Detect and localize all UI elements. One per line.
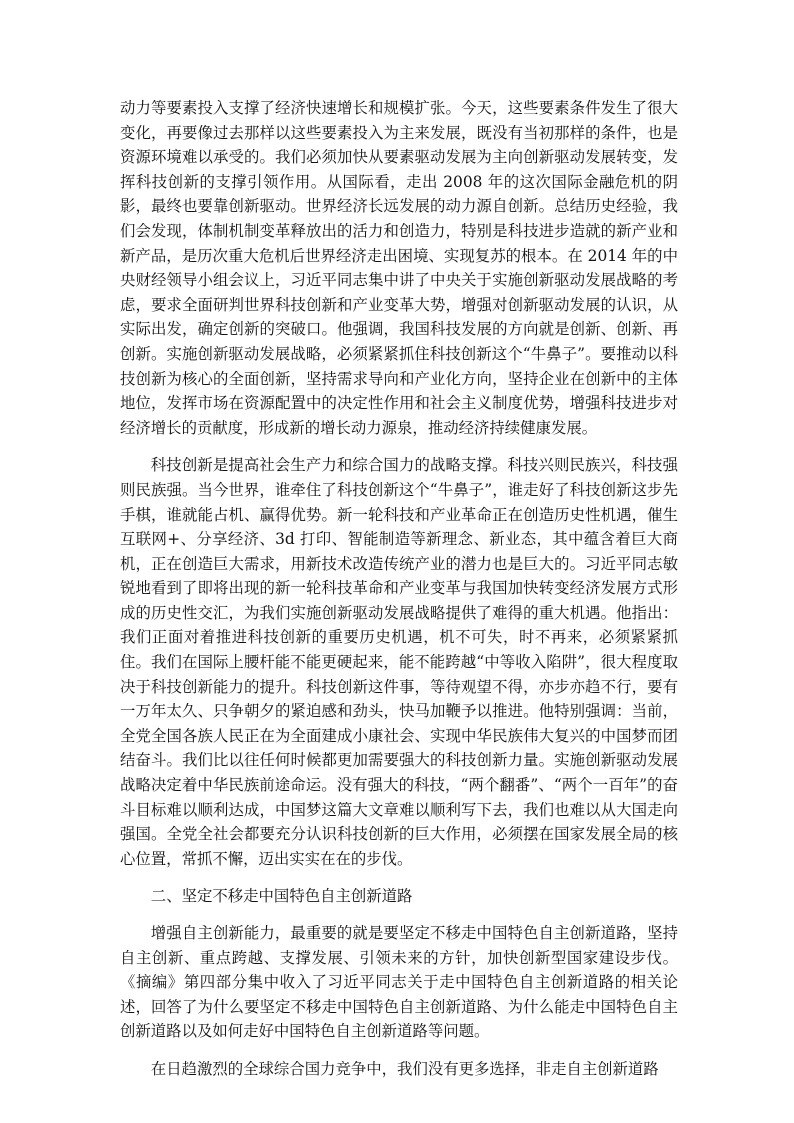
document-page: [120, 96, 678, 1095]
body-paragraph: 科技创新是提高社会生产力和综合国力的战略支撑。科技兴则民族兴，科技强则民族强。当今世界，谁牵住了科技创新这个“牛鼻子”，谁走好了科技创新这步先手棋，谁就能占机、赢得优势。新一轮科技和产业革命正在创造历史性机遇，催生互联网+、分享经济、3d 打印、智能制造等新理念、新业态，其中蕴含着巨大商机，正在创造巨大需求，用新技术改造传统产业的潜力也是巨大的。习近平同志敏锐地看到了即将出现的新一轮科技革命和产业变革与我国加快转变经济发展方式形成的历史性交汇，为我们实施创新驱动发展战略提供了难得的重大机遇。他指出：我们正面对着推进科技创新的重要历史机遇，机不可失，时不再来，必须紧紧抓住。我们在国际上腰杆能不能更硬起来，能不能跨越“中等收入陷阱”，很大程度取决于科技创新能力的提升。科技创新这件事，等待观望不得，亦步亦趋不行，要有一万年太久、只争朝夕的紧迫感和劲头，快马加鞭予以推进。他特别强调：当前，全党全国各族人民正在为全面建成小康社会、实现中华民族伟大复兴的中国梦而团结奋斗。我们比以往任何时候都更加需要强大的科技创新力量。实施创新驱动发展战略决定着中华民族前途命运。没有强大的科技，“两个翻番”、“两个一百年”的奋斗目标难以顺利达成，中国梦这篇大文章难以顺利写下去，我们也难以从大国走向强国。全党全社会都要充分认识科技创新的巨大作用，必须摆在国家发展全局的核心位置，常抓不懈，迈出实实在在的步伐。: [120, 456, 678, 868]
section-heading: 二、坚定不移走中国特色自主创新道路: [150, 887, 413, 906]
body-paragraph: 动力等要素投入支撑了经济快速增长和规模扩张。今天，这些要素条件发生了很大变化，再要像过去那样以这些要素投入为主来发展，既没有当初那样的条件，也是资源环境难以承受的。我们必须加快从要素驱动发展为主向创新驱动发展转变，发挥科技创新的支撑引领作用。从国际看，走出 2008 年的这次国际金融危机的阴影，最终也要靠创新驱动。世界经济长远发展的动力源自创新。总结历史经验，我们会发现，体制机制变革释放出的活力和创造力，特别是科技进步造就的新产业和新产品，是历次重大危机后世界经济走出困境、实现复苏的根本。在 2014 年的中央财经领导小组会议上，习近平同志集中讲了中央关于实施创新驱动发展战略的考虑，要求全面研判世界科技创新和产业变革大势，增强对创新驱动发展的认识，从实际出发，确定创新的突破口。他强调，我国科技发展的方向就是创新、创新、再创新。实施创新驱动发展战略，必须紧紧抓住科技创新这个“牛鼻子”。要推动以科技创新为核心的全面创新，坚持需求导向和产业化方向，坚持企业在创新中的主体地位，发挥市场在资源配置中的决定性作用和社会主义制度优势，增强科技进步对经济增长的贡献度，形成新的增长动力源泉，推动经济持续健康发展。: [120, 99, 678, 437]
body-paragraph: 增强自主创新能力，最重要的就是要坚定不移走中国特色自主创新道路，坚持自主创新、重点跨越、支撑发展、引领未来的方针，加快创新型国家建设步伐。《摘编》第四部分集中收入了习近平同志关于走中国特色自主创新道路的相关论述，回答了为什么要坚定不移走中国特色自主创新道路、为什么能走中国特色自主创新道路以及如何走好中国特色自主创新道路等问题。: [120, 924, 678, 1041]
body-paragraph: 在日趋激烈的全球综合国力竞争中，我们没有更多选择，非走自主创新道路: [150, 1059, 659, 1078]
